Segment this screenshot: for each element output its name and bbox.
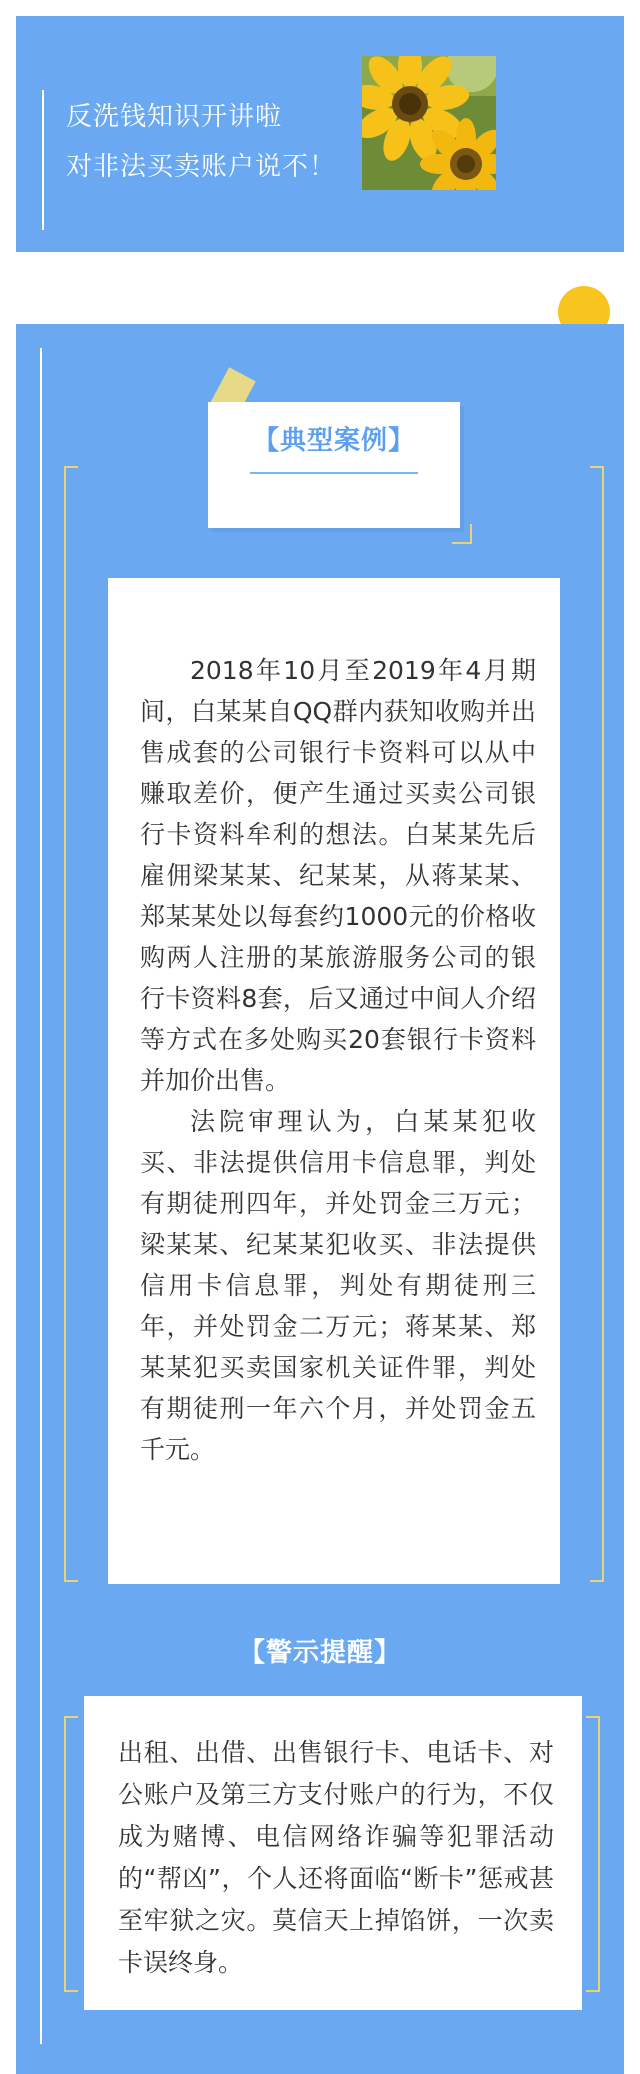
header-banner xyxy=(16,16,624,252)
main-left-divider xyxy=(40,348,42,2044)
case-title-underline xyxy=(250,472,418,474)
header-title-line1: 反洗钱知识开讲啦 xyxy=(66,102,283,132)
case-section-title: 【典型案例】 xyxy=(252,426,415,456)
case-content-card xyxy=(108,578,560,1584)
header-title-line2: 对非法买卖账户说不！ xyxy=(66,152,337,182)
case-paragraph-1: 2018年10月至2019年4月期间，白某某自QQ群内获知收购并出售成套的公司银行卡资料可以从中赚取差价，便产生通过买卖公司银行卡资料牟利的想法。白某某先后雇佣梁某某、纪某某，从蒋某某、郑某某处以每套约1000元的价格收购两人注册的某旅游服务公司的银行卡资料8套，后又通过中间人介绍等方式在多处购买20套银行卡资料并加价出售。 xyxy=(140,656,536,1095)
warning-right-bracket xyxy=(586,1716,600,1992)
warning-content-card xyxy=(84,1696,582,2010)
case-text xyxy=(140,650,536,1470)
warning-left-bracket xyxy=(64,1716,78,1992)
case-title-card xyxy=(208,402,460,528)
warning-text: 出租、出借、出售银行卡、电话卡、对公账户及第三方支付账户的行为，不仅成为赌博、电信网络诈骗等犯罪活动的“帮凶”，个人还将面临“断卡”惩戒甚至牢狱之灾。莫信天上掉馅饼，一次卖卡误终身。 xyxy=(118,1738,554,1977)
sunflower-photo xyxy=(362,56,496,190)
header-divider xyxy=(42,90,44,230)
case-paragraph-2: 法院审理认为，白某某犯收买、非法提供信用卡信息罪，判处有期徒刑四年，并处罚金三万元；梁某某、纪某某犯收买、非法提供信用卡信息罪，判处有期徒刑三年，并处罚金二万元；蒋某某、郑某某犯买卖国家机关证件罪，判处有期徒刑一年六个月，并处罚金五千元。 xyxy=(140,1107,536,1464)
left-bracket-decoration xyxy=(64,466,78,1582)
right-bracket-decoration xyxy=(590,466,604,1582)
sunflower-icon xyxy=(362,56,496,190)
title-corner-decoration xyxy=(452,524,472,544)
warning-section-title: 【警示提醒】 xyxy=(238,1638,401,1668)
